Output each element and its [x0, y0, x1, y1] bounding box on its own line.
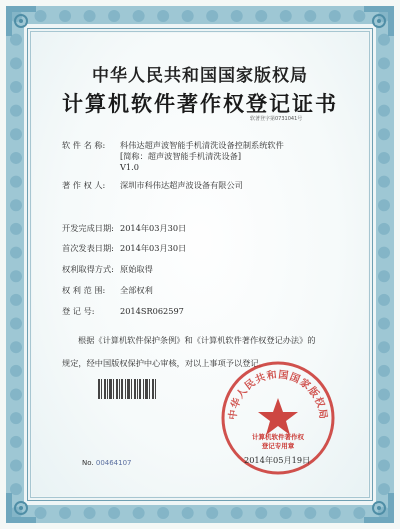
seal-text-line-1: 计算机软件著作权	[252, 433, 304, 441]
field-software-name	[62, 140, 284, 151]
registration-number: 软著登字第0731041号	[250, 116, 303, 122]
issuer-header: 中华人民共和国国家版权局	[92, 66, 308, 86]
certificate-number-value: 00464107	[95, 459, 132, 467]
field-value: 2014年03月30日	[120, 243, 187, 253]
statement-line-2: 规定，经中国版权保护中心审核，对以上事项予以登记。	[62, 358, 267, 368]
seal-ring-text: 中华人民共和国国家版权局	[227, 369, 329, 421]
field-label: 权 利 范 围:	[62, 285, 106, 295]
field-first-publication-date	[62, 243, 186, 254]
field-value: 2014年03月30日	[120, 223, 187, 233]
field-value: 原始取得	[120, 264, 153, 274]
field-copyright-owner	[62, 180, 243, 191]
certificate-number	[82, 459, 132, 467]
field-rights-scope	[62, 285, 153, 296]
field-completion-date	[62, 223, 186, 234]
corner-ornament-icon	[362, 491, 396, 525]
statement-line-1: 根据《计算机软件保护条例》和《计算机软件著作权登记办法》的	[78, 335, 316, 345]
field-label: 登 记 号:	[62, 306, 95, 316]
field-acquisition-method	[62, 264, 153, 275]
field-registration-code	[62, 306, 184, 317]
seal-text-line-2: 登记专用章	[261, 442, 295, 450]
certificate-number-label: No.	[82, 459, 94, 467]
barcode-icon	[98, 379, 158, 399]
field-value: 2014SR062597	[120, 306, 184, 316]
software-short-name: [简称：超声波智能手机清洗设备]	[120, 151, 242, 161]
field-label: 软 件 名 称:	[62, 140, 106, 150]
field-label: 开发完成日期:	[62, 223, 114, 233]
corner-ornament-icon	[4, 491, 38, 525]
issue-date: 2014年05月19日	[244, 455, 311, 465]
field-value: 全部权利	[120, 285, 153, 295]
field-value: 深圳市科伟达超声波设备有限公司	[120, 180, 243, 190]
field-label: 著 作 权 人:	[62, 180, 106, 190]
software-version: V1.0	[120, 162, 139, 172]
certificate-title: 计算机软件著作权登记证书	[62, 91, 338, 116]
corner-ornament-icon	[362, 4, 396, 38]
field-label: 首次发表日期:	[62, 243, 114, 253]
corner-ornament-icon	[4, 4, 38, 38]
field-label: 权利取得方式:	[62, 264, 114, 274]
field-value: 科伟达超声波智能手机清洗设备控制系统软件	[120, 140, 284, 150]
